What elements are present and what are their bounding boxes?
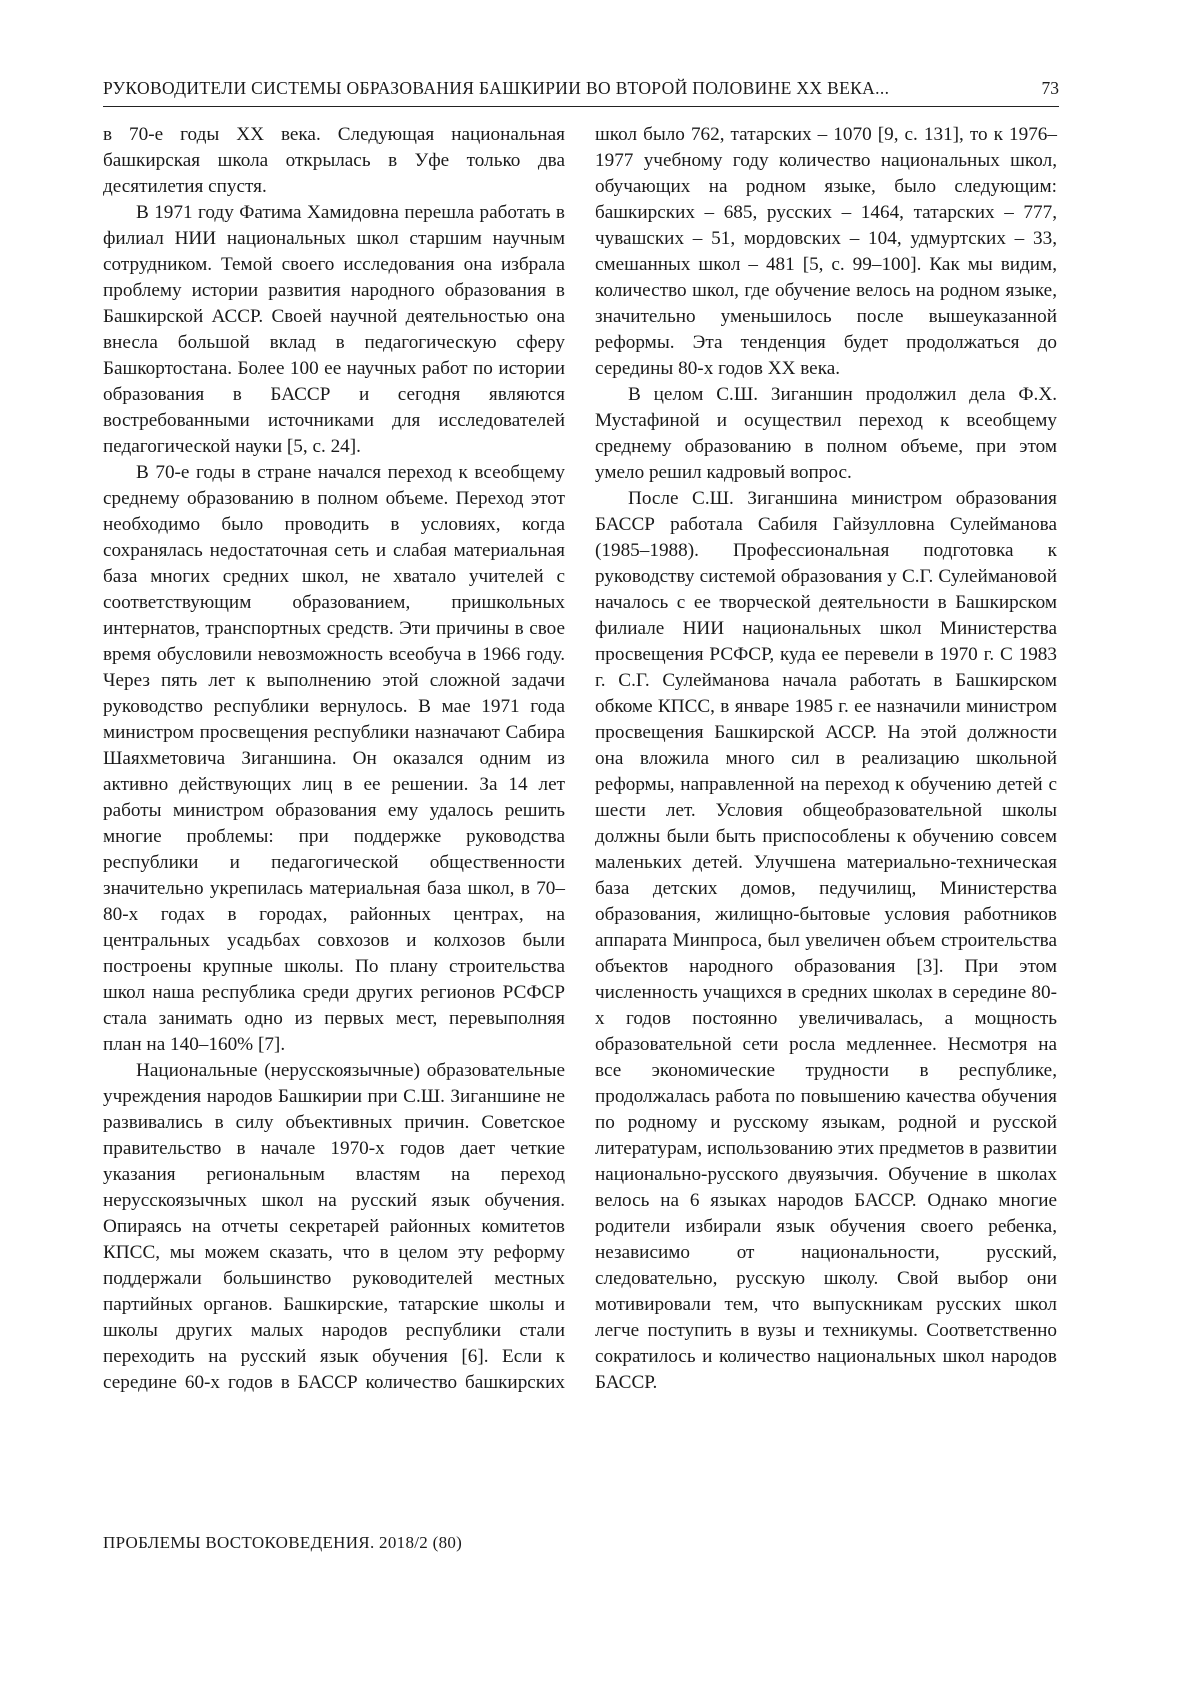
paragraph: После С.Ш. Зиганшина министром образования БАССР работала Сабиля Гайзулловна Сулейманова (1985–1988). Профессиональная подготовка к руководству системой образования у С.Г. Сулеймановой началось с ее творческой деятельности в Башкирском филиале НИИ национальных школ Министерства просвещения РСФСР, куда ее перевели в 1970 г. С 1983 г. С.Г. Сулейманова начала работать в Башкирском обкоме КПСС, в январе 1985 г. ее назначили министром просвещения Башкирской АССР. На этой должности она вложила много сил в реализацию школьной реформы, направленной на переход к обучению детей с шести лет. Условия общеобразовательной школы должны были быть приспособлены к обучению совсем маленьких детей. Улучшена материально-техническая база детских домов, педучилищ, Министерства образования, жилищно-бытовые условия работников аппарата Минпроса, был увеличен объем строительства объектов народного образования [3]. При этом численность учащихся в средних школах в середине 80-х годов постоянно увеличивалась, а мощность образовательной сети росла медленнее. Несмотря на все экономические трудности в республике, продолжалась работа по повышению качества обучения по родному и русскому языкам, родной и русской литературам, использованию этих предметов в развитии национально-русского двуязычия. Обучение в школах велось на 6 языках народов БАССР. Однако многие родители избирали язык обучения своего ребенка, независимо от национальности, русский, следовательно, русскую школу. Свой выбор они мотивировали тем, что выпускникам русских школ легче поступить в вузы и техникумы. Соответственно сократилось и количество национальных школ народов БАССР. <box>595 488 1057 1393</box>
page-number: 73 <box>1041 78 1059 98</box>
paragraph: В целом С.Ш. Зиганшин продолжил дела Ф.Х. Мустафиной и осуществил переход к всеобщему среднему образованию в полном объеме, при этом умело решил кадровый вопрос. <box>595 384 1057 483</box>
running-header <box>103 70 1059 107</box>
left-column <box>103 122 565 1396</box>
paragraph: в 70-е годы XX века. Следующая национальная башкирская школа открылась в Уфе только два десятилетия спустя. <box>103 124 565 197</box>
running-title: РУКОВОДИТЕЛИ СИСТЕМЫ ОБРАЗОВАНИЯ БАШКИРИИ ВО ВТОРОЙ ПОЛОВИНЕ XX ВЕКА... <box>103 78 890 98</box>
paragraph: школ было 762, татарских – 1070 [9, с. 131], то к 1976–1977 учебному году количество национальных школ, обучающих на родном языке, было следующим: башкирских – 685, русских – 1464, татарских – 777, чувашских – 51, мордовских – 104, удмуртских – 33, смешанных школ – 481 [5, с. 99–100]. Как мы видим, количество школ, где обучение велось на родном языке, значительно уменьшилось после вышеуказанной реформы. Эта тенденция будет продолжаться до середины 80-х годов XX века. <box>595 124 1057 379</box>
paragraph: В 1971 году Фатима Хамидовна перешла работать в филиал НИИ национальных школ старшим научным сотрудником. Темой своего исследования она избрала проблему истории развития народного образования в Башкирской АССР. Своей научной деятельностью она внесла большой вклад в педагогическую сферу Башкортостана. Более 100 ее научных работ по истории образования в БАССР и сегодня являются востребованными источниками для исследователей педагогической науки [5, с. 24]. <box>103 202 565 457</box>
paragraph: В 70-е годы в стране начался переход к всеобщему среднему образованию в полном объеме. Переход этот необходимо было проводить в условиях, когда сохранялась недостаточная сеть и слабая материальная база многих средних школ, не хватало учителей с соответствующим образованием, пришкольных интернатов, транспортных средств. Эти причины в свое время обусловили невозможность всеобуча в 1966 году. Через пять лет к выполнению этой сложной задачи руководство республики вернулось. В мае 1971 года министром просвещения республики назначают Сабира Шаяхметовича Зиганшина. Он оказался одним из активно действующих лиц в ее решении. За 14 лет работы министром образования ему удалось решить многие проблемы: при поддержке руководства республики и педагогической общественности значительно укрепилась материальная база школ, в 70–80-х годах в городах, районных центрах, на центральных усадьбах совхозов и колхозов были построены крупные школы. По плану строительства школ наша республика среди других регионов РСФСР стала занимать одно из первых мест, перевыполняя план на 140–160% [7]. <box>103 462 565 1055</box>
paragraph: Национальные (нерусскоязычные) образовательные учреждения народов Башкирии при С.Ш. Зиганшине не развивались в силу объективных причин. Советское правительство в начале 1970-х годов дает четкие указания региональным властям на переход нерусскоязычных школ на русский язык обучения. Опираясь на отчеты секретарей районных комитетов КПСС, мы можем сказать, что в целом эту реформу поддержали большинство руководителей местных партийных органов. Башкирские, татарские школы и школы других малых народов республики стали переходить на русский язык обучения [6]. Если к середине 60-х годов в БАССР количество башкирских <box>103 1060 565 1393</box>
journal-footer: ПРОБЛЕМЫ ВОСТОКОВЕДЕНИЯ. 2018/2 (80) <box>103 1533 463 1552</box>
right-column <box>595 122 1057 1396</box>
